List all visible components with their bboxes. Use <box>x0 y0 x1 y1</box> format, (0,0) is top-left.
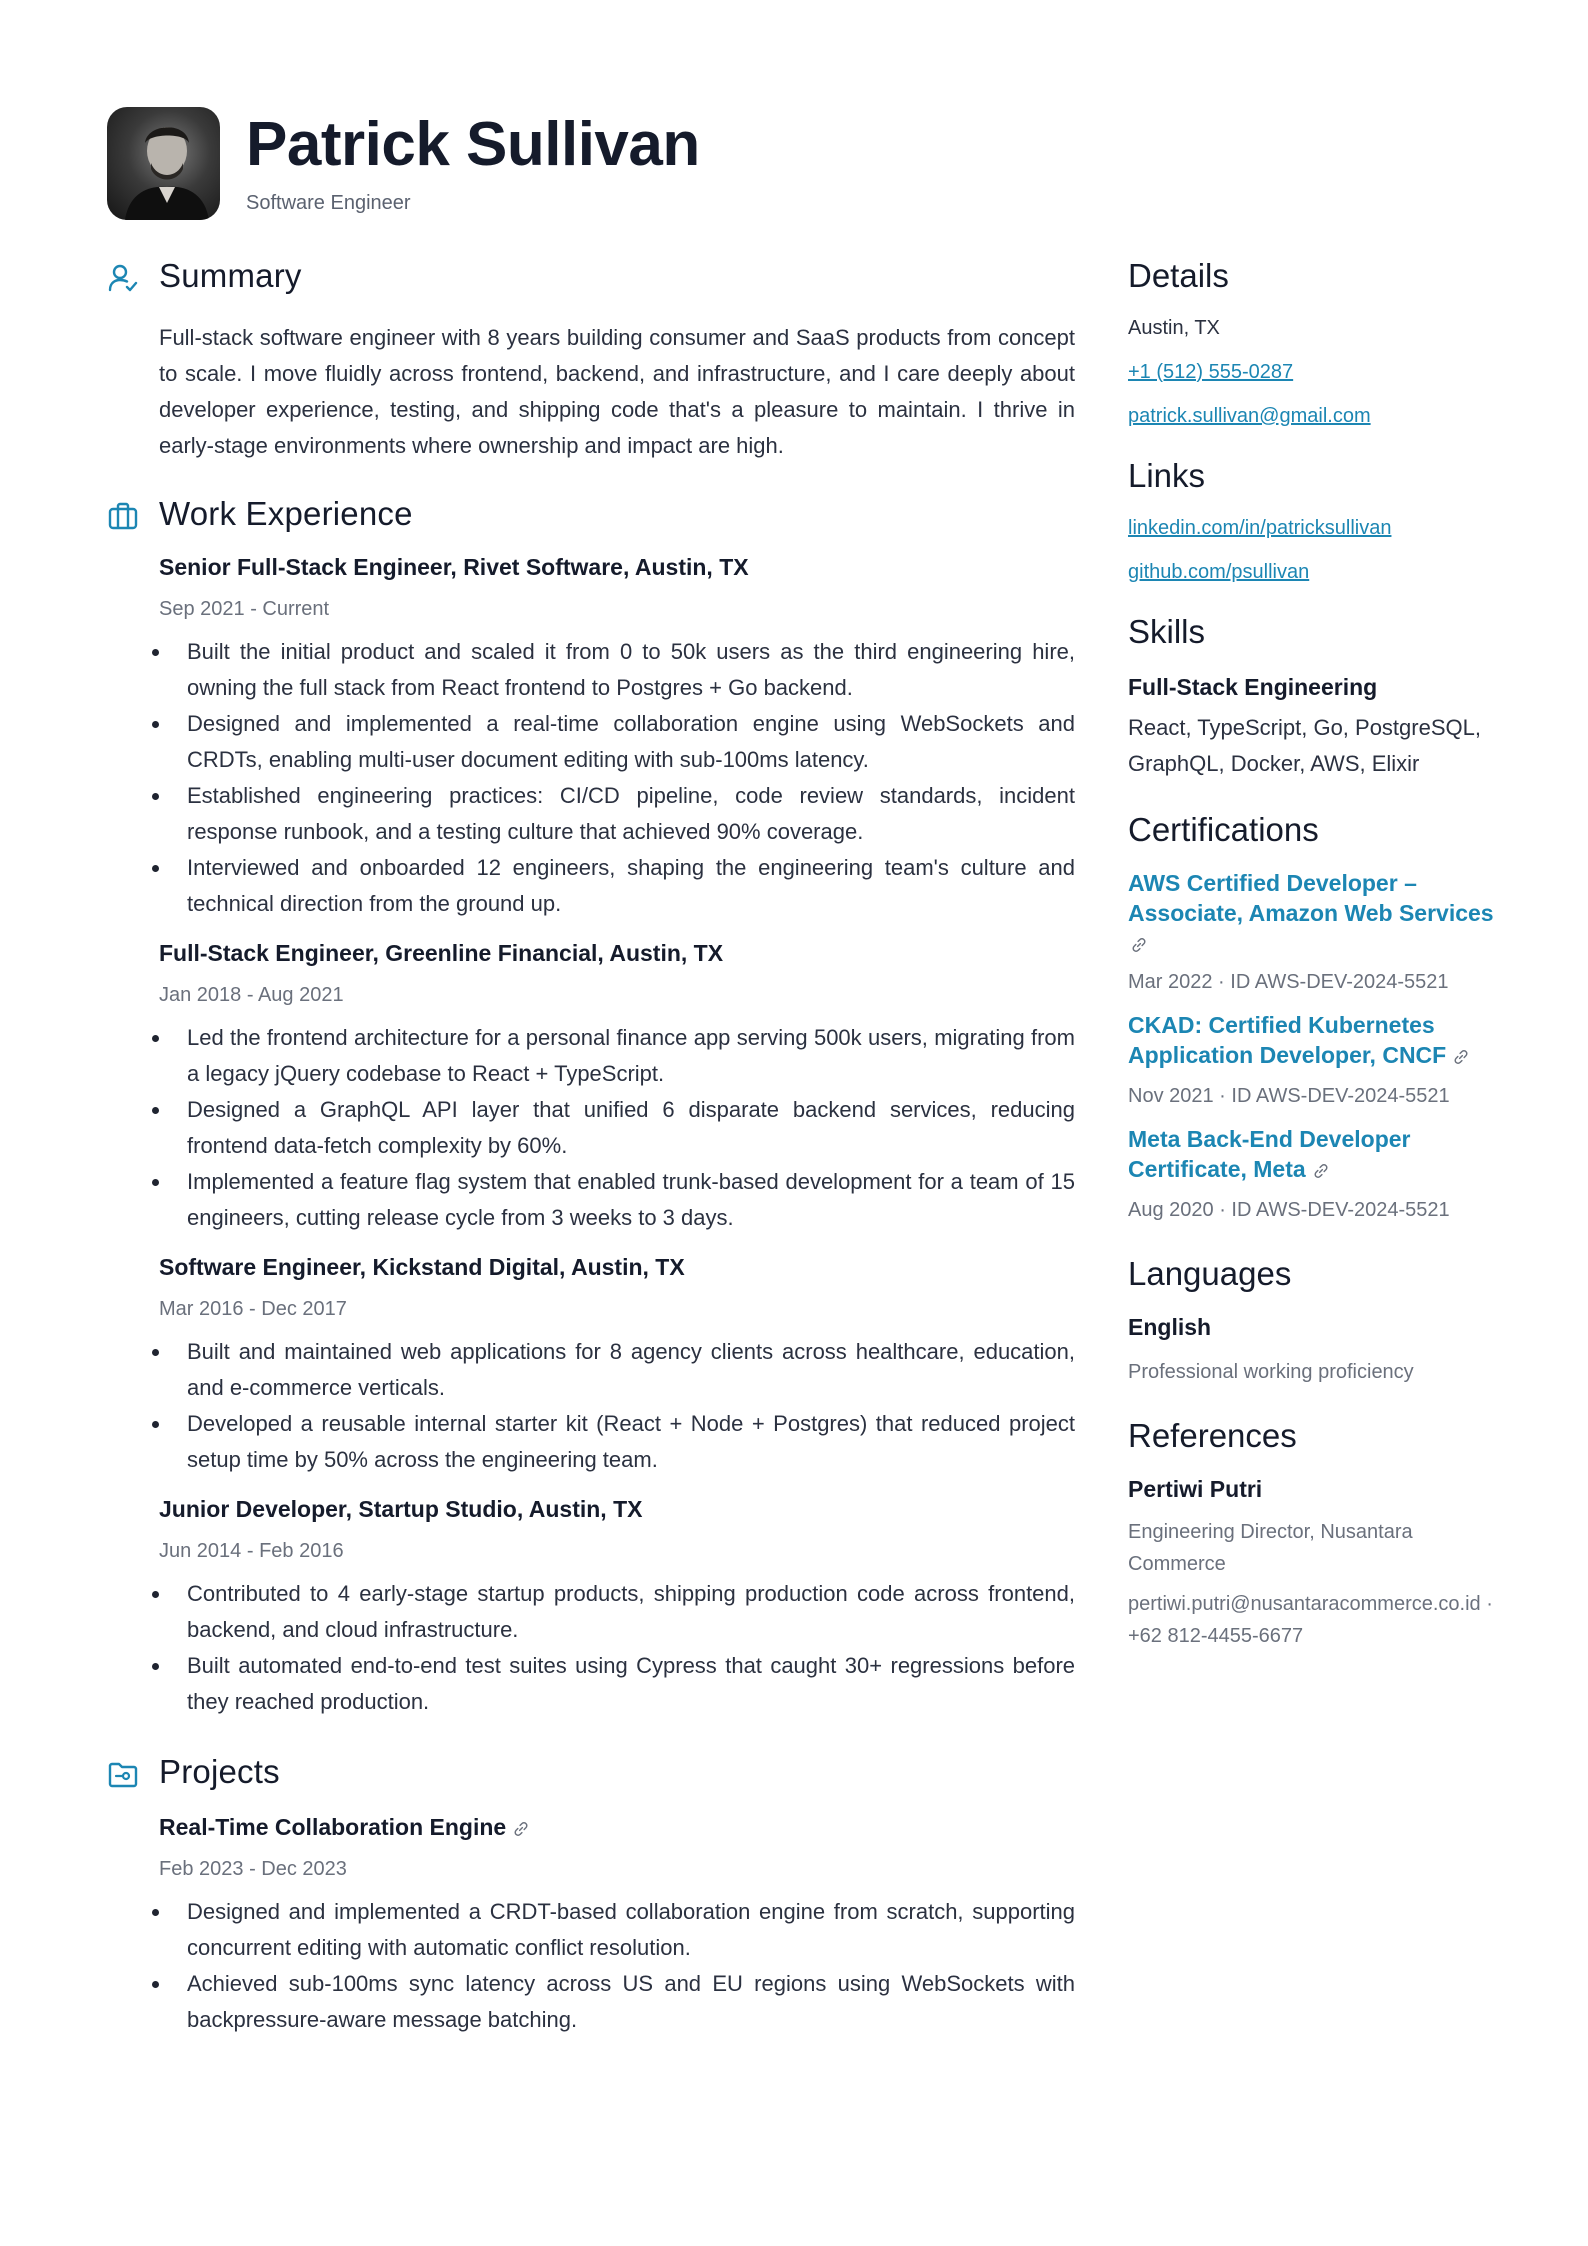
bullet-item: Established engineering practices: CI/CD pipeline, code review standards, incident response runbook, and a testing culture that achieved 90% coverage. <box>187 778 1075 850</box>
project-bullets <box>107 1894 1075 2038</box>
skills-heading: Skills <box>1128 613 1206 650</box>
link-icon[interactable] <box>512 1820 530 1838</box>
github-link[interactable]: github.com/psullivan <box>1128 561 1310 583</box>
job-date: Mar 2016 - Dec 2017 <box>159 1298 347 1320</box>
bullet-item: Built automated end-to-end test suites using Cypress that caught 30+ regressions before they reached production. <box>187 1648 1075 1720</box>
language-level: Professional working proficiency <box>1128 1361 1414 1383</box>
avatar <box>107 107 220 220</box>
cert-meta: Mar 2022 · ID AWS-DEV-2024-5521 <box>1128 971 1449 993</box>
cert-name[interactable] <box>1128 1010 1508 1070</box>
reference-name: Pertiwi Putri <box>1128 1476 1263 1502</box>
cert-meta: Nov 2021 · ID AWS-DEV-2024-5521 <box>1128 1085 1450 1107</box>
skills-group-title: Full-Stack Engineering <box>1128 674 1378 700</box>
job-date: Jun 2014 - Feb 2016 <box>159 1540 344 1562</box>
avatar-portrait-icon <box>107 107 220 220</box>
cert-entry <box>1128 1124 1508 1224</box>
job-bullets <box>107 634 1075 922</box>
candidate-title: Software Engineer <box>246 191 411 214</box>
link-icon[interactable] <box>1130 936 1148 954</box>
reference-role: Engineering Director, Nusantara Commerce <box>1128 1521 1413 1575</box>
cert-meta: Aug 2020 · ID AWS-DEV-2024-5521 <box>1128 1199 1450 1221</box>
job-date: Jan 2018 - Aug 2021 <box>159 984 344 1006</box>
cert-name-text: AWS Certified Developer – Associate, Amazon Web Services <box>1128 870 1494 926</box>
projects-section-header <box>107 1748 1075 1796</box>
bullet-item: Built and maintained web applications for 8 agency clients across healthcare, education, and e-commerce verticals. <box>187 1334 1075 1406</box>
job-entry <box>159 1252 1075 1322</box>
email-link[interactable]: patrick.sullivan@gmail.com <box>1128 405 1371 427</box>
bullet-item: Designed a GraphQL API layer that unified 6 disparate backend services, reducing frontend data-fetch complexity by 60%. <box>187 1092 1075 1164</box>
job-entry <box>159 1494 1075 1564</box>
briefcase-icon <box>107 500 139 532</box>
project-title[interactable] <box>159 1812 1075 1842</box>
linkedin-link[interactable]: linkedin.com/in/patricksullivan <box>1128 517 1392 539</box>
job-date: Sep 2021 - Current <box>159 598 330 620</box>
folder-icon <box>107 1758 139 1790</box>
project-title-text: Real-Time Collaboration Engine <box>159 1814 507 1840</box>
job-entry <box>159 552 1075 622</box>
bullet-item: Interviewed and onboarded 12 engineers, shaping the engineering team's culture and technical direction from the ground up. <box>187 850 1075 922</box>
main-column <box>107 252 1075 2038</box>
summary-section-header <box>107 252 1075 300</box>
sidebar-column <box>1128 252 1508 1652</box>
summary-heading: Summary <box>159 257 302 294</box>
job-bullets <box>107 1020 1075 1236</box>
link-icon[interactable] <box>1312 1162 1330 1180</box>
cert-entry <box>1128 1010 1508 1110</box>
project-entry <box>159 1812 1075 1882</box>
bullet-item: Led the frontend architecture for a personal finance app serving 500k users, migrating from a legacy jQuery codebase to React + TypeScript. <box>187 1020 1075 1092</box>
user-check-icon <box>107 262 139 294</box>
resume-header <box>107 106 700 220</box>
bullet-item: Designed and implemented a real-time collaboration engine using WebSockets and CRDTs, enabling multi-user document editing with sub-100ms latency. <box>187 706 1075 778</box>
reference-contact: pertiwi.putri@nusantaracommerce.co.id · +62 812-4455-6677 <box>1128 1593 1493 1647</box>
cert-name-text: CKAD: Certified Kubernetes Application Developer, CNCF <box>1128 1012 1447 1068</box>
project-date: Feb 2023 - Dec 2023 <box>159 1858 347 1880</box>
cert-name[interactable] <box>1128 1124 1508 1184</box>
work-section-header <box>107 490 1075 538</box>
bullet-item: Developed a reusable internal starter kit (React + Node + Postgres) that reduced project setup time by 50% across the engineering team. <box>187 1406 1075 1478</box>
bullet-item: Built the initial product and scaled it from 0 to 50k users as the third engineering hire, owning the full stack from React frontend to Postgres + Go backend. <box>187 634 1075 706</box>
work-heading: Work Experience <box>159 495 413 532</box>
projects-heading: Projects <box>159 1753 280 1790</box>
languages-heading: Languages <box>1128 1255 1292 1292</box>
cert-entry <box>1128 868 1508 996</box>
skills-list: React, TypeScript, Go, PostgreSQL, GraphQL, Docker, AWS, Elixir <box>1128 715 1481 776</box>
certifications-heading: Certifications <box>1128 811 1319 848</box>
location-text: Austin, TX <box>1128 317 1220 339</box>
bullet-item: Contributed to 4 early-stage startup products, shipping production code across frontend, backend, and cloud infrastructure. <box>187 1576 1075 1648</box>
phone-link[interactable]: +1 (512) 555-0287 <box>1128 361 1294 383</box>
job-title: Junior Developer, Startup Studio, Austin, TX <box>159 1496 643 1522</box>
job-bullets <box>107 1576 1075 1720</box>
links-heading: Links <box>1128 457 1206 494</box>
job-title: Full-Stack Engineer, Greenline Financial, Austin, TX <box>159 940 724 966</box>
details-heading: Details <box>1128 257 1229 294</box>
bullet-item: Achieved sub-100ms sync latency across US and EU regions using WebSockets with backpressure-aware message batching. <box>187 1966 1075 2038</box>
summary-text: Full-stack software engineer with 8 years building consumer and SaaS products from concept to scale. I move fluidly across frontend, backend, and infrastructure, and I care deeply about developer experience, testing, and shipping code that's a pleasure to maintain. I thrive in early-stage environments where ownership and impact are high. <box>159 325 1075 458</box>
cert-name[interactable] <box>1128 868 1508 958</box>
job-title: Senior Full-Stack Engineer, Rivet Software, Austin, TX <box>159 554 749 580</box>
job-entry <box>159 938 1075 1008</box>
references-heading: References <box>1128 1417 1297 1454</box>
job-title: Software Engineer, Kickstand Digital, Austin, TX <box>159 1254 685 1280</box>
candidate-name: Patrick Sullivan <box>246 109 700 179</box>
bullet-item: Implemented a feature flag system that enabled trunk-based development for a team of 15 engineers, cutting release cycle from 3 weeks to 3 days. <box>187 1164 1075 1236</box>
language-name: English <box>1128 1314 1212 1340</box>
bullet-item: Designed and implemented a CRDT-based collaboration engine from scratch, supporting concurrent editing with automatic conflict resolution. <box>187 1894 1075 1966</box>
cert-name-text: Meta Back-End Developer Certificate, Meta <box>1128 1126 1411 1182</box>
link-icon[interactable] <box>1452 1048 1470 1066</box>
job-bullets <box>107 1334 1075 1478</box>
